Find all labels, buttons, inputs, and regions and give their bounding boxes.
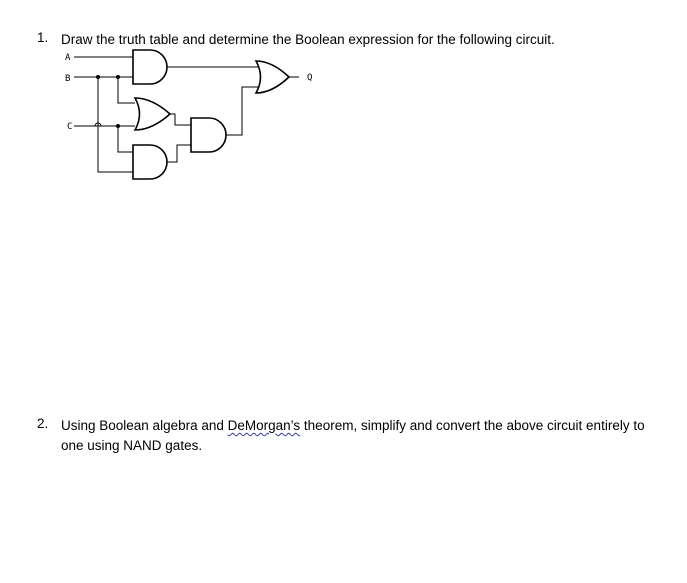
question-2-text-end: theorem, simplify and convert the above circuit entirely to one using NAND gates. <box>61 418 645 453</box>
junction-dot-b-1 <box>96 75 100 79</box>
question-2-text-start: Using Boolean algebra and <box>61 418 228 433</box>
input-label-b: B <box>65 74 71 84</box>
question-1-text: Draw the truth table and determine the Boolean expression for the following circuit. <box>61 32 555 47</box>
or-gate-1 <box>135 98 170 130</box>
output-label-q: Q <box>307 73 313 83</box>
input-label-c: C <box>67 122 73 132</box>
and-gate-2 <box>133 145 167 179</box>
junction-dot-c <box>116 124 120 128</box>
question-1-number: 1. <box>37 30 49 45</box>
or-gate-final <box>256 61 289 93</box>
question-2-text <box>61 416 651 456</box>
and-gate-3 <box>191 118 226 152</box>
spellcheck-flagged-word: DeMorgan’s <box>227 418 301 433</box>
question-2-number: 2. <box>37 416 49 431</box>
junction-dot-b-2 <box>116 75 120 79</box>
and-gate-1 <box>133 50 167 84</box>
input-label-a: A <box>65 53 71 63</box>
